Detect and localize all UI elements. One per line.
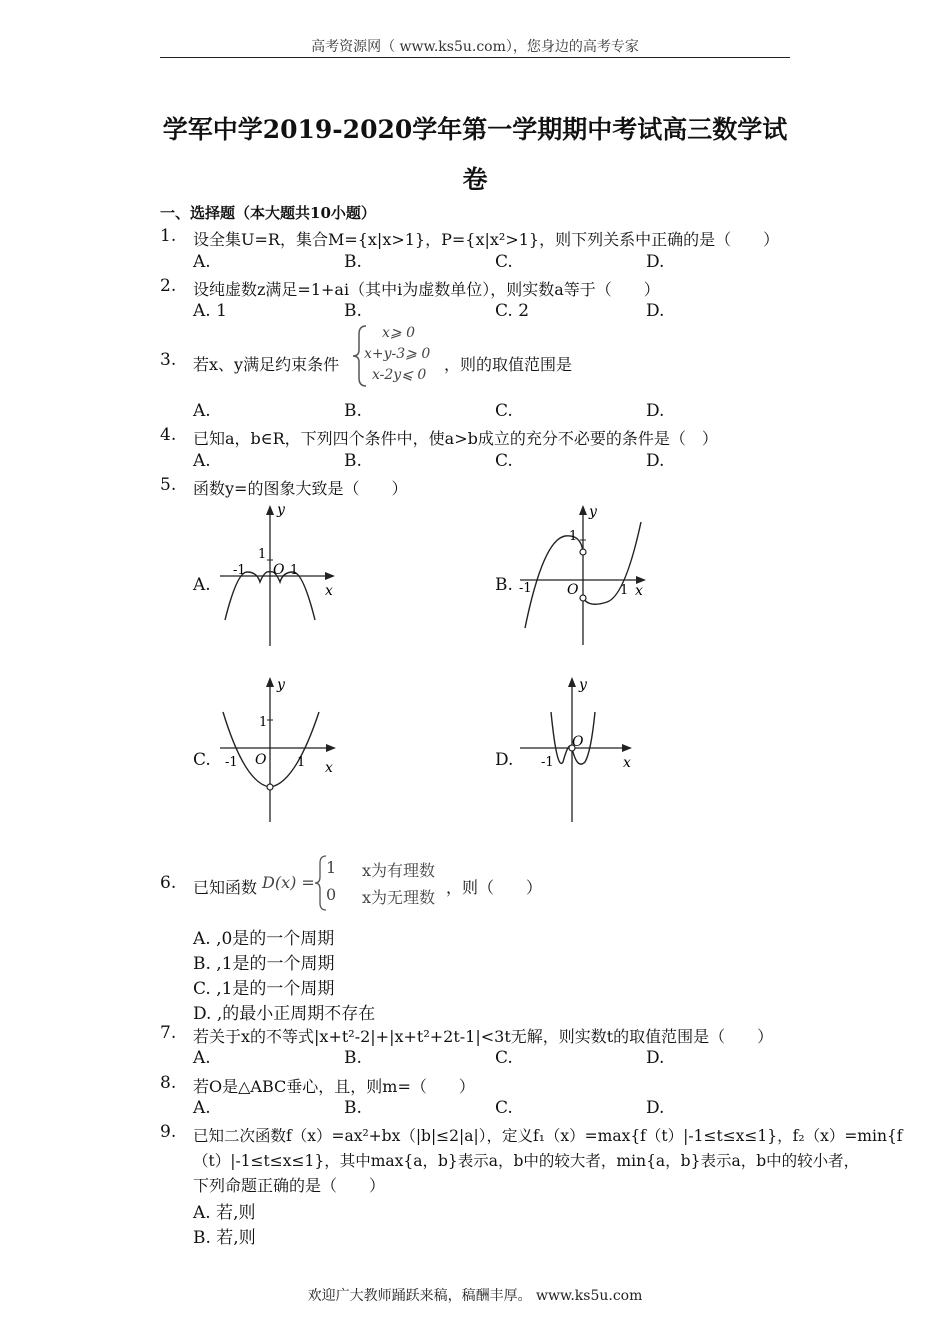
question-text: （t）|-1≤t≤x≤1}，其中max{a，b}表示a，b中的较大者，min{a，b}表示a，b中的较小者，	[193, 1152, 860, 1170]
origin-label: O	[567, 582, 579, 598]
question-number: 8.	[160, 1073, 177, 1093]
page-title-line2: 卷	[462, 165, 488, 194]
option-d: D.	[646, 451, 665, 471]
graph-a	[215, 500, 340, 650]
option-b: B.	[344, 1048, 362, 1068]
graph-option-c-label: C.	[193, 750, 211, 770]
option-b: B.	[344, 1098, 362, 1118]
constraint-line: x⩾ 0	[382, 325, 415, 341]
graph-d	[515, 672, 645, 827]
option-b: B.	[344, 451, 362, 471]
question-number: 3.	[160, 350, 177, 370]
function-name: D(x) =	[262, 873, 315, 892]
question-text: 下列命题正确的是（ ）	[193, 1176, 386, 1195]
constraint-line: x+y-3⩾ 0	[364, 346, 431, 362]
option-a: A. 若,则	[193, 1203, 256, 1223]
option-a: A.	[193, 401, 211, 421]
option-c: C. 2	[495, 301, 530, 321]
question-number: 2.	[160, 276, 177, 296]
x-axis-label: x	[635, 583, 643, 599]
option-a: A.	[193, 252, 211, 272]
case-value: 0	[326, 885, 337, 904]
tick-label-1: 1	[259, 715, 268, 730]
question-text: 若O是△ABC垂心，且，则m=（ ）	[193, 1077, 475, 1096]
question-text-cont: ，则的取值范围是	[444, 355, 573, 374]
x-axis-label: x	[623, 755, 631, 771]
option-b: B. 若,则	[193, 1228, 256, 1248]
tick-label-neg1: -1	[541, 755, 554, 770]
tick-label-neg1: -1	[233, 563, 246, 578]
case-condition: x为有理数	[362, 861, 436, 880]
option-c: C.	[495, 451, 513, 471]
question-text-cont: ，则（ ）	[446, 878, 543, 897]
y-axis-label: y	[277, 502, 285, 518]
question-number: 9.	[160, 1122, 177, 1142]
graph-option-d-label: D.	[495, 750, 514, 770]
option-d: D. ,的最小正周期不存在	[193, 1004, 376, 1024]
option-b: B.	[344, 252, 362, 272]
option-c: C.	[495, 1098, 513, 1118]
page-title: 学军中学2019-2020学年第一学期期中考试高三数学试	[162, 115, 788, 144]
question-text: 设全集U=R，集合M={x|x>1}，P={x|x²>1}，则下列关系中正确的是（ ）	[193, 230, 780, 249]
case-condition: x为无理数	[362, 888, 436, 907]
header-divider	[160, 57, 790, 58]
option-a: A.	[193, 1098, 211, 1118]
option-c: C. ,1是的一个周期	[193, 979, 335, 999]
question-text: 已知二次函数f（x）=ax²+bx（|b|≤2|a|），定义f₁（x）=max{f（t）|-1≤t≤x≤1}，f₂（x）=min{f	[193, 1127, 903, 1145]
origin-label: O	[572, 734, 584, 750]
page-footer: 欢迎广大教师踊跃来稿，稿酬丰厚。 www.ks5u.com	[307, 1288, 643, 1304]
case-value: 1	[326, 858, 337, 877]
tick-label-neg1: -1	[225, 755, 238, 770]
option-c: C.	[495, 401, 513, 421]
tick-label-1: 1	[620, 583, 629, 598]
graph-c	[215, 672, 345, 827]
question-text: 设纯虚数z满足=1+ai（其中i为虚数单位），则实数a等于（ ）	[193, 280, 660, 299]
option-d: D.	[646, 301, 665, 321]
option-b: B.	[344, 301, 362, 321]
origin-label: O	[255, 752, 267, 768]
tick-label-neg1: -1	[519, 581, 532, 596]
option-c: C.	[495, 1048, 513, 1068]
option-d: D.	[646, 252, 665, 272]
y-axis-label: y	[277, 677, 285, 693]
y-axis-label: y	[579, 677, 587, 693]
question-text: 若x、y满足约束条件	[193, 355, 340, 374]
option-d: D.	[646, 1098, 665, 1118]
question-number: 7.	[160, 1023, 177, 1043]
option-a: A. ,0是的一个周期	[193, 929, 335, 949]
option-b: B. ,1是的一个周期	[193, 954, 335, 974]
option-a: A.	[193, 1048, 211, 1068]
question-text: 若关于x的不等式|x+t²-2|+|x+t²+2t-1|<3t无解，则实数t的取值范围是（ ）	[193, 1027, 774, 1046]
x-axis-label: x	[325, 760, 333, 776]
option-c: C.	[495, 252, 513, 272]
page-header: 高考资源网（ www.ks5u.com），您身边的高考专家	[311, 39, 639, 55]
tick-label-1: 1	[258, 547, 267, 562]
question-number: 4.	[160, 425, 177, 445]
question-text: 已知a，b∈R，下列四个条件中，使a>b成立的充分不必要的条件是（ ）	[193, 429, 718, 448]
question-number: 5.	[160, 475, 177, 495]
question-text: 已知函数	[193, 878, 258, 897]
option-a: A. 1	[193, 301, 227, 321]
question-number: 6.	[160, 873, 177, 893]
graph-option-a-label: A.	[193, 575, 211, 595]
y-axis-label: y	[589, 504, 597, 520]
x-axis-label: x	[325, 583, 333, 599]
tick-label-1: 1	[569, 529, 578, 544]
graph-option-b-label: B.	[495, 575, 513, 595]
tick-label-1: 1	[290, 563, 299, 578]
option-d: D.	[646, 1048, 665, 1068]
option-d: D.	[646, 401, 665, 421]
question-number: 1.	[160, 226, 177, 246]
option-b: B.	[344, 401, 362, 421]
graph-b	[515, 500, 655, 650]
origin-label: O	[273, 562, 285, 578]
option-a: A.	[193, 451, 211, 471]
section-heading: 一、选择题（本大题共10小题）	[160, 204, 376, 222]
question-text: 函数y=的图象大致是（ ）	[193, 479, 408, 498]
constraint-line: x-2y⩽ 0	[372, 367, 427, 383]
tick-label-1: 1	[297, 755, 306, 770]
